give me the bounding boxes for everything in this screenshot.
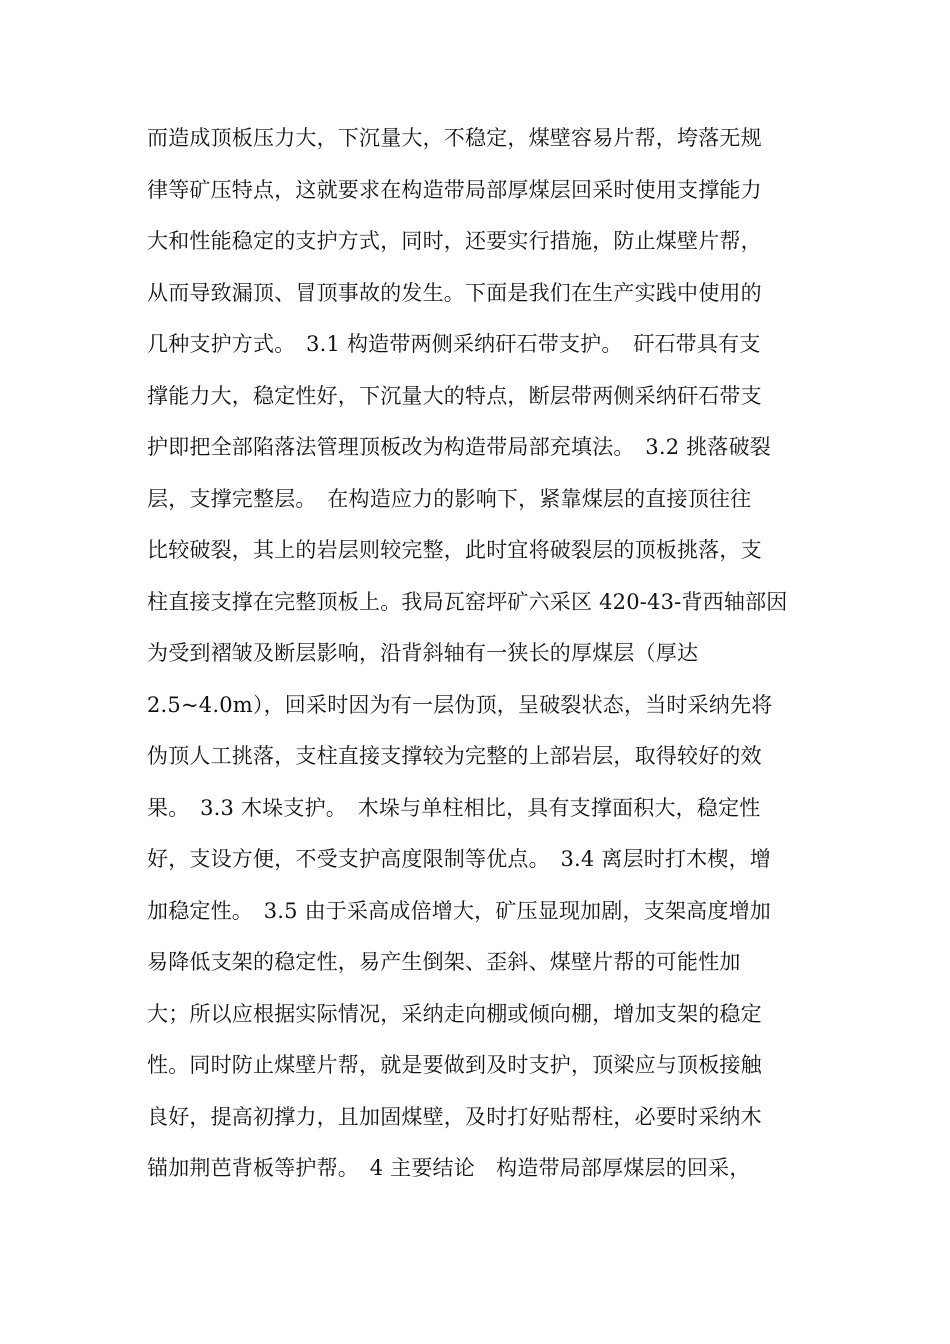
text-line: 2.5~4.0m），回采时因为有一层伪顶，呈破裂状态，当时采纳先将: [147, 692, 773, 717]
text-line: 大和性能稳定的支护方式，同时，还要实行措施，防止煤壁片帮，: [147, 229, 762, 253]
text-line: 几种支护方式。 3.1 构造带两侧采纳矸石带支护。 矸石带具有支: [147, 332, 761, 356]
text-line: 撑能力大，稳定性好，下沉量大的特点，断层带两侧采纳矸石带支: [147, 383, 762, 408]
text-line: 锚加荆芭背板等护帮。 4 主要结论 构造带局部厚煤层的回采，: [147, 1156, 751, 1180]
text-line: 律等矿压特点，这就要求在构造带局部厚煤层回采时使用支撑能力: [147, 177, 762, 202]
text-line: 好，支设方便，不受支护高度限制等优点。 3.4 离层时打木楔，增: [147, 847, 771, 871]
text-line: 性。同时防止煤壁片帮，就是要做到及时支护，顶梁应与顶板接触: [147, 1053, 762, 1077]
text-line: 比较破裂，其上的岩层则较完整，此时宜将破裂层的顶板挑落，支: [147, 538, 762, 562]
text-line: 层，支撑完整层。 在构造应力的影响下，紧靠煤层的直接顶往往: [147, 486, 752, 511]
text-line: 大；所以应根据实际情况，采纳走向棚或倾向棚，增加支架的稳定: [147, 1001, 762, 1026]
text-line: 为受到褶皱及断层影响，沿背斜轴有一狭长的厚煤层（厚达: [147, 641, 699, 665]
text-line: 果。 3.3 木垛支护。 木垛与单柱相比，具有支撑面积大，稳定性: [147, 795, 761, 820]
text-line: 加稳定性。 3.5 由于采高成倍增大，矿压显现加剧，支架高度增加: [147, 898, 771, 923]
text-line: 从而导致漏顶、冒顶事故的发生。下面是我们在生产实践中使用的: [147, 280, 762, 305]
body-text: [147, 116, 817, 1198]
text-line: 易降低支架的稳定性，易产生倒架、歪斜、煤壁片帮的可能性加: [147, 950, 741, 974]
text-line: 而造成顶板压力大，下沉量大，不稳定，煤壁容易片帮，垮落无规: [147, 126, 762, 150]
text-line: 护即把全部陷落法管理顶板改为构造带局部充填法。 3.2 挑落破裂: [147, 435, 771, 459]
text-line: 伪顶人工挑落，支柱直接支撑较为完整的上部岩层，取得较好的效: [147, 744, 762, 768]
text-line: 良好，提高初撑力，且加固煤壁，及时打好贴帮柱，必要时采纳木: [147, 1104, 762, 1129]
text-line: 柱直接支撑在完整顶板上。我局瓦窑坪矿六采区 420-43-背西轴部因: [147, 589, 788, 614]
